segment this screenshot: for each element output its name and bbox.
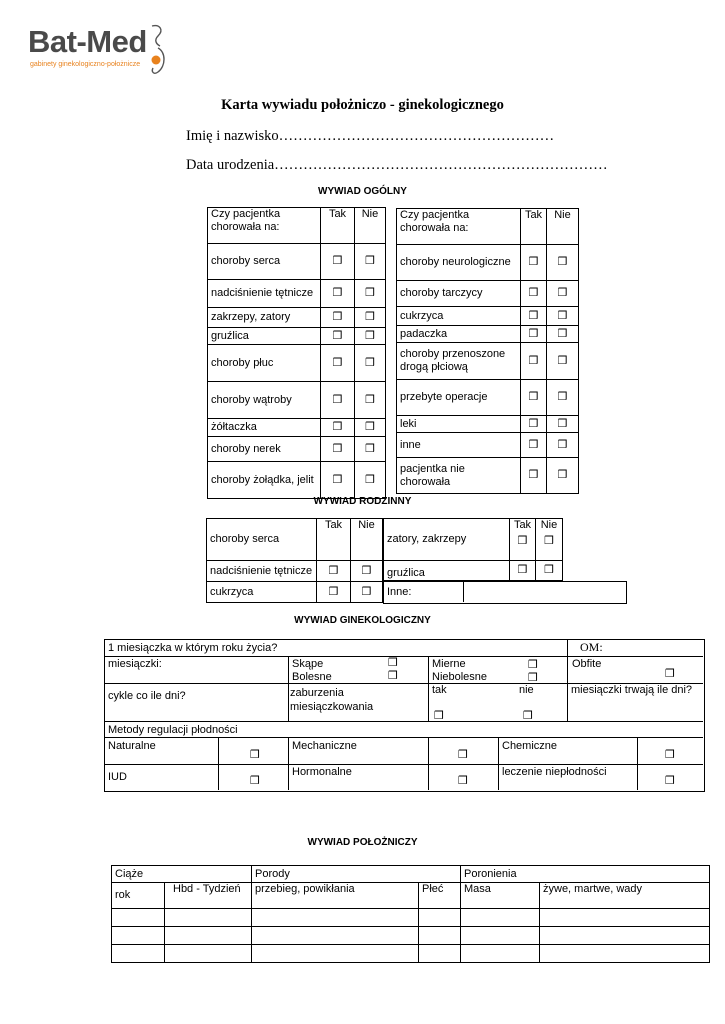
yes-checkbox[interactable]: ❒ bbox=[332, 420, 343, 434]
disorders-label: zaburzenia miesiączkowania bbox=[290, 687, 374, 713]
disease-label: żółtaczka bbox=[208, 419, 321, 437]
heavy-label: Obfite bbox=[572, 658, 602, 670]
no-header: Nie bbox=[540, 519, 558, 531]
scanty-checkbox[interactable]: ❒ bbox=[388, 656, 398, 669]
disease-label: choroby serca bbox=[208, 244, 321, 280]
sex-header: Płeć bbox=[419, 883, 461, 909]
infertility-label: leczenie niepłodności bbox=[502, 766, 607, 778]
yes-checkbox[interactable]: ❒ bbox=[528, 468, 539, 482]
disease-label: zakrzepy, zatory bbox=[208, 308, 321, 328]
no-header: Nie bbox=[358, 519, 375, 531]
family-history-table-right bbox=[383, 518, 563, 581]
family-history-table-left bbox=[206, 518, 383, 603]
disorders-no-checkbox[interactable]: ❒ bbox=[523, 709, 533, 722]
logo-dot-icon bbox=[152, 56, 161, 65]
no-checkbox[interactable]: ❒ bbox=[557, 416, 568, 430]
no-checkbox[interactable]: ❒ bbox=[365, 328, 375, 342]
disease-row bbox=[397, 380, 579, 416]
yes-checkbox[interactable]: ❒ bbox=[528, 437, 539, 451]
disorders-yes-label: tak bbox=[432, 684, 447, 696]
disease-label: padaczka bbox=[397, 326, 521, 343]
no-checkbox[interactable]: ❒ bbox=[557, 308, 568, 322]
logo-mark-icon bbox=[146, 22, 170, 80]
miscarriages-header: Poronienia bbox=[461, 866, 710, 883]
no-header: Nie bbox=[547, 209, 579, 245]
yes-checkbox[interactable]: ❒ bbox=[528, 390, 539, 404]
obstetric-history-table bbox=[111, 865, 710, 963]
no-header: Nie bbox=[355, 208, 386, 244]
yes-header: Tak bbox=[324, 519, 343, 531]
natural-label: Naturalne bbox=[108, 740, 156, 752]
no-checkbox[interactable]: ❒ bbox=[365, 392, 375, 406]
logo-text: Bat-Med bbox=[28, 24, 147, 59]
disease-row bbox=[397, 458, 579, 494]
general-history-table-right bbox=[396, 208, 579, 494]
general-history-heading: WYWIAD OGÓLNY bbox=[318, 186, 407, 197]
no-checkbox[interactable]: ❒ bbox=[365, 254, 375, 268]
course-header: przebieg, powikłania bbox=[252, 883, 419, 909]
disease-label: cukrzyca bbox=[397, 307, 521, 326]
chemical-checkbox[interactable]: ❒ bbox=[665, 748, 675, 761]
disease-label: inne bbox=[397, 433, 521, 458]
gynecological-history-table bbox=[104, 639, 705, 792]
no-checkbox[interactable]: ❒ bbox=[365, 472, 375, 486]
yes-checkbox[interactable]: ❒ bbox=[328, 584, 339, 598]
general-history-table-left bbox=[207, 207, 386, 499]
no-checkbox[interactable]: ❒ bbox=[557, 353, 568, 367]
hormonal-label: Hormonalne bbox=[292, 766, 352, 778]
disease-row bbox=[397, 307, 579, 326]
iud-checkbox[interactable]: ❒ bbox=[250, 774, 260, 787]
year-header: rok bbox=[112, 883, 165, 909]
disease-label: nadciśnienie tętnicze bbox=[208, 280, 321, 308]
yes-checkbox[interactable]: ❒ bbox=[528, 308, 539, 322]
disease-row bbox=[397, 326, 579, 343]
family-item-label: cukrzyca bbox=[207, 582, 317, 603]
no-checkbox[interactable]: ❒ bbox=[557, 437, 568, 451]
moderate-checkbox[interactable]: ❒ bbox=[528, 658, 538, 671]
yes-checkbox[interactable]: ❒ bbox=[517, 563, 528, 577]
yes-checkbox[interactable]: ❒ bbox=[528, 416, 539, 430]
no-checkbox[interactable]: ❒ bbox=[365, 355, 375, 369]
disease-label: choroby płuc bbox=[208, 345, 321, 382]
disease-row bbox=[208, 328, 386, 345]
mechanical-checkbox[interactable]: ❒ bbox=[458, 748, 468, 761]
disease-row bbox=[397, 281, 579, 307]
disease-row bbox=[208, 419, 386, 437]
table-row[interactable] bbox=[112, 909, 710, 927]
disease-label: choroby neurologiczne bbox=[397, 245, 521, 281]
no-checkbox[interactable]: ❒ bbox=[544, 563, 554, 577]
chemical-label: Chemiczne bbox=[502, 740, 558, 752]
period-duration-label: miesiączki trwają ile dni? bbox=[571, 684, 693, 696]
cycle-length-label: cykle co ile dni? bbox=[108, 690, 186, 702]
question-header: Czy pacjentka chorowała na: bbox=[208, 208, 321, 244]
om-label: OM: bbox=[580, 640, 603, 654]
birthdate-field-line[interactable]: Data urodzenia…………………………………………………………… bbox=[186, 157, 608, 173]
table-row[interactable] bbox=[112, 927, 710, 945]
no-checkbox[interactable]: ❒ bbox=[557, 286, 568, 300]
gynecological-history-heading: WYWIAD GINEKOLOGICZNY bbox=[294, 615, 431, 626]
disease-row bbox=[208, 462, 386, 499]
yes-checkbox[interactable]: ❒ bbox=[517, 533, 528, 547]
family-item-label: nadciśnienie tętnicze bbox=[207, 561, 317, 582]
yes-header: Tak bbox=[513, 519, 532, 531]
disease-label: leki bbox=[397, 416, 521, 433]
disease-row bbox=[208, 382, 386, 419]
yes-checkbox[interactable]: ❒ bbox=[332, 441, 343, 455]
painless-checkbox[interactable]: ❒ bbox=[528, 671, 538, 684]
disease-row bbox=[397, 343, 579, 380]
obstetric-history-heading: WYWIAD POŁOŻNICZY bbox=[307, 837, 418, 848]
name-field-line[interactable]: Imię i nazwisko………………………………………………… bbox=[186, 128, 555, 144]
periods-label: miesiączki: bbox=[108, 658, 162, 670]
moderate-label: Mierne bbox=[432, 658, 466, 670]
disease-row bbox=[397, 433, 579, 458]
hbd-header: Hbd - Tydzień bbox=[165, 883, 252, 909]
disease-label: choroby przenoszone drogą płciową bbox=[397, 343, 521, 380]
disease-label: choroby żołądka, jelit bbox=[208, 462, 321, 499]
no-checkbox[interactable]: ❒ bbox=[361, 584, 372, 598]
disease-label: choroby nerek bbox=[208, 437, 321, 462]
yes-checkbox[interactable]: ❒ bbox=[328, 563, 339, 577]
disease-row bbox=[208, 308, 386, 328]
family-item-label: zatory, zakrzepy bbox=[384, 519, 510, 561]
yes-checkbox[interactable]: ❒ bbox=[528, 255, 539, 269]
logo-tagline: gabinety ginekologiczno-położnicze bbox=[30, 61, 141, 68]
yes-checkbox[interactable]: ❒ bbox=[528, 353, 539, 367]
yes-checkbox[interactable]: ❒ bbox=[332, 310, 343, 324]
natural-checkbox[interactable]: ❒ bbox=[250, 748, 260, 761]
yes-header: Tak bbox=[521, 209, 547, 245]
yes-checkbox[interactable]: ❒ bbox=[332, 328, 343, 342]
form-title: Karta wywiadu położniczo - ginekologicznego bbox=[221, 97, 504, 113]
pregnancies-header: Ciąże bbox=[112, 866, 252, 883]
infertility-checkbox[interactable]: ❒ bbox=[665, 774, 675, 787]
heavy-checkbox[interactable]: ❒ bbox=[665, 667, 675, 680]
yes-header: Tak bbox=[321, 208, 355, 244]
hormonal-checkbox[interactable]: ❒ bbox=[458, 774, 468, 787]
painless-label: Niebolesne bbox=[432, 671, 488, 683]
disease-label: przebyte operacje bbox=[397, 380, 521, 416]
yes-checkbox[interactable]: ❒ bbox=[528, 326, 539, 340]
painful-checkbox[interactable]: ❒ bbox=[388, 669, 398, 682]
contraception-methods-label: Metody regulacji płodności bbox=[108, 724, 238, 736]
no-checkbox[interactable]: ❒ bbox=[544, 533, 554, 547]
no-checkbox[interactable]: ❒ bbox=[557, 326, 568, 340]
painful-label: Bolesne bbox=[292, 671, 332, 683]
yes-checkbox[interactable]: ❒ bbox=[332, 286, 343, 300]
disease-label: choroby tarczycy bbox=[397, 281, 521, 307]
no-checkbox[interactable]: ❒ bbox=[557, 255, 568, 269]
disease-row bbox=[208, 345, 386, 382]
disease-row bbox=[208, 437, 386, 462]
yes-checkbox[interactable]: ❒ bbox=[332, 254, 343, 268]
mechanical-label: Mechaniczne bbox=[292, 740, 357, 752]
table-row[interactable] bbox=[112, 945, 710, 963]
disease-row bbox=[397, 245, 579, 281]
disease-row bbox=[208, 244, 386, 280]
no-checkbox[interactable]: ❒ bbox=[557, 390, 568, 404]
no-checkbox[interactable]: ❒ bbox=[361, 563, 372, 577]
disorders-yes-checkbox[interactable]: ❒ bbox=[434, 709, 444, 722]
mass-header: Masa bbox=[461, 883, 540, 909]
family-item-label: gruźlica bbox=[384, 561, 510, 581]
question-header: Czy pacjentka chorowała na: bbox=[397, 209, 521, 245]
disease-label: choroby wątroby bbox=[208, 382, 321, 419]
disease-row bbox=[397, 416, 579, 433]
scanty-label: Skąpe bbox=[292, 658, 324, 670]
disease-label: pacjentka nie chorowała bbox=[397, 458, 521, 494]
disease-label: gruźlica bbox=[208, 328, 321, 345]
births-header: Porody bbox=[252, 866, 461, 883]
yes-checkbox[interactable]: ❒ bbox=[332, 472, 343, 486]
no-checkbox[interactable]: ❒ bbox=[365, 286, 375, 300]
yes-checkbox[interactable]: ❒ bbox=[332, 392, 343, 406]
no-checkbox[interactable]: ❒ bbox=[365, 310, 375, 324]
yes-checkbox[interactable]: ❒ bbox=[332, 355, 343, 369]
disease-row bbox=[208, 280, 386, 308]
iud-label: IUD bbox=[108, 771, 127, 783]
family-other-label: Inne: bbox=[387, 586, 412, 598]
first-period-label: 1 miesiączka w którym roku życia? bbox=[108, 642, 278, 654]
alive-header: żywe, martwe, wady bbox=[540, 883, 710, 909]
family-history-heading: WYWIAD RODZINNY bbox=[313, 496, 412, 507]
no-checkbox[interactable]: ❒ bbox=[365, 441, 375, 455]
disorders-no-label: nie bbox=[519, 684, 534, 696]
family-item-label: choroby serca bbox=[207, 519, 317, 561]
yes-checkbox[interactable]: ❒ bbox=[528, 286, 539, 300]
no-checkbox[interactable]: ❒ bbox=[557, 468, 568, 482]
no-checkbox[interactable]: ❒ bbox=[365, 420, 375, 434]
